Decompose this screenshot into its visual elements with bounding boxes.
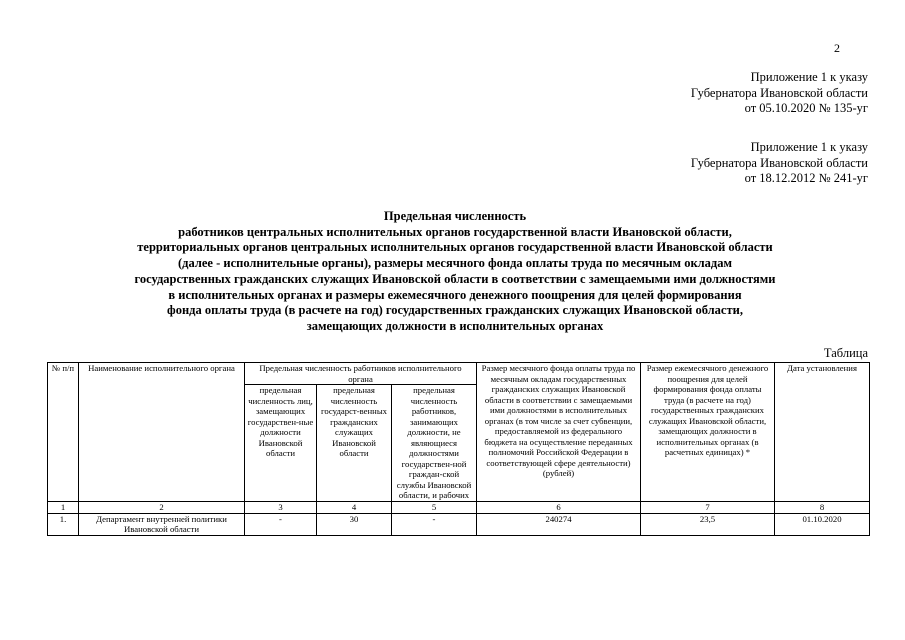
header-bonus: Размер ежемесячного денежного поощрения для целей формирования фонда оплаты труда (в расчете на год) государственных гражданских служащих Ивановской области, замещающих должности в исполнительных органах (в расчетных единицах) * [641, 363, 775, 502]
column-number: 5 [392, 501, 477, 513]
row-fund: 240274 [477, 513, 641, 535]
row-limit-b: 30 [317, 513, 392, 535]
appendix-line: Приложение 1 к указу [750, 140, 868, 154]
appendix-line: от 05.10.2020 № 135-уг [744, 101, 868, 115]
staffing-table [47, 362, 870, 536]
table-caption: Таблица [823, 346, 868, 360]
header-name: Наименование исполнительного органа [79, 363, 245, 502]
row-date: 01.10.2020 [775, 513, 870, 535]
row-limit-a: - [245, 513, 317, 535]
appendix-reference-2012 [691, 140, 868, 187]
page-number: 2 [834, 41, 840, 55]
header-fund: Размер месячного фонда оплаты труда по месячным окладам государственных гражданских служащих Ивановской области в соответствии с замещаемыми ими должностями в исполнительных органах (в том числе за счет субвенции, предоставляемой из федерального бюджета на осуществление переданных полномочий Российской Федерации в соответствующей сфере деятельности) (рублей) [477, 363, 641, 502]
column-number: 3 [245, 501, 317, 513]
column-number: 7 [641, 501, 775, 513]
appendix-line: Приложение 1 к указу [750, 70, 868, 84]
appendix-line: Губернатора Ивановской области [690, 85, 868, 100]
column-number-row [48, 501, 870, 513]
header-date: Дата установления [775, 363, 870, 502]
title-line: работников центральных исполнительных органов государственной власти Ивановской области, [178, 224, 732, 239]
header-limit-group: Предельная численность работников исполнительного органа [245, 363, 477, 385]
title-line: в исполнительных органах и размеры ежемесячного денежного поощрения для целей формирования [168, 287, 742, 302]
title-line: фонда оплаты труда (в расчете на год) государственных гражданских служащих Ивановской области, [167, 303, 743, 318]
column-number: 1 [48, 501, 79, 513]
appendix-reference-2020 [691, 70, 868, 117]
header-row [48, 363, 870, 385]
title-line: (далее - исполнительные органы), размеры месячного фонда оплаты труда по месячным окладам [178, 256, 732, 271]
header-limit-c: предельная численность работников, занимающих должности, не являющиеся должностями государствен-ной граждан-ской службы Ивановской области, и рабочих [392, 385, 477, 502]
document-title [40, 209, 870, 335]
row-limit-c: - [392, 513, 477, 535]
table-row [48, 513, 870, 535]
title-line: государственных гражданских служащих Ивановской области в соответствии с замещаемыми ими должностями [134, 271, 776, 286]
column-number: 2 [79, 501, 245, 513]
row-num: 1. [48, 513, 79, 535]
appendix-line: Губернатора Ивановской области [690, 155, 868, 170]
appendix-line: от 18.12.2012 № 241-уг [744, 171, 868, 185]
row-name: Департамент внутренней политики Ивановской области [79, 513, 245, 535]
title-line: территориальных органов центральных исполнительных органов государственной власти Ивановской области [137, 240, 773, 255]
column-number: 6 [477, 501, 641, 513]
header-limit-b: предельная численность государст-венных гражданских служащих Ивановской области [317, 385, 392, 502]
row-bonus: 23,5 [641, 513, 775, 535]
column-number: 4 [317, 501, 392, 513]
title-line: Предельная численность [383, 209, 527, 223]
title-line: замещающих должности в исполнительных органах [306, 318, 604, 333]
header-limit-a: предельная численность лиц, замещающих государствен-ные должности Ивановской области [245, 385, 317, 502]
column-number: 8 [775, 501, 870, 513]
header-num: № п/п [48, 363, 79, 502]
